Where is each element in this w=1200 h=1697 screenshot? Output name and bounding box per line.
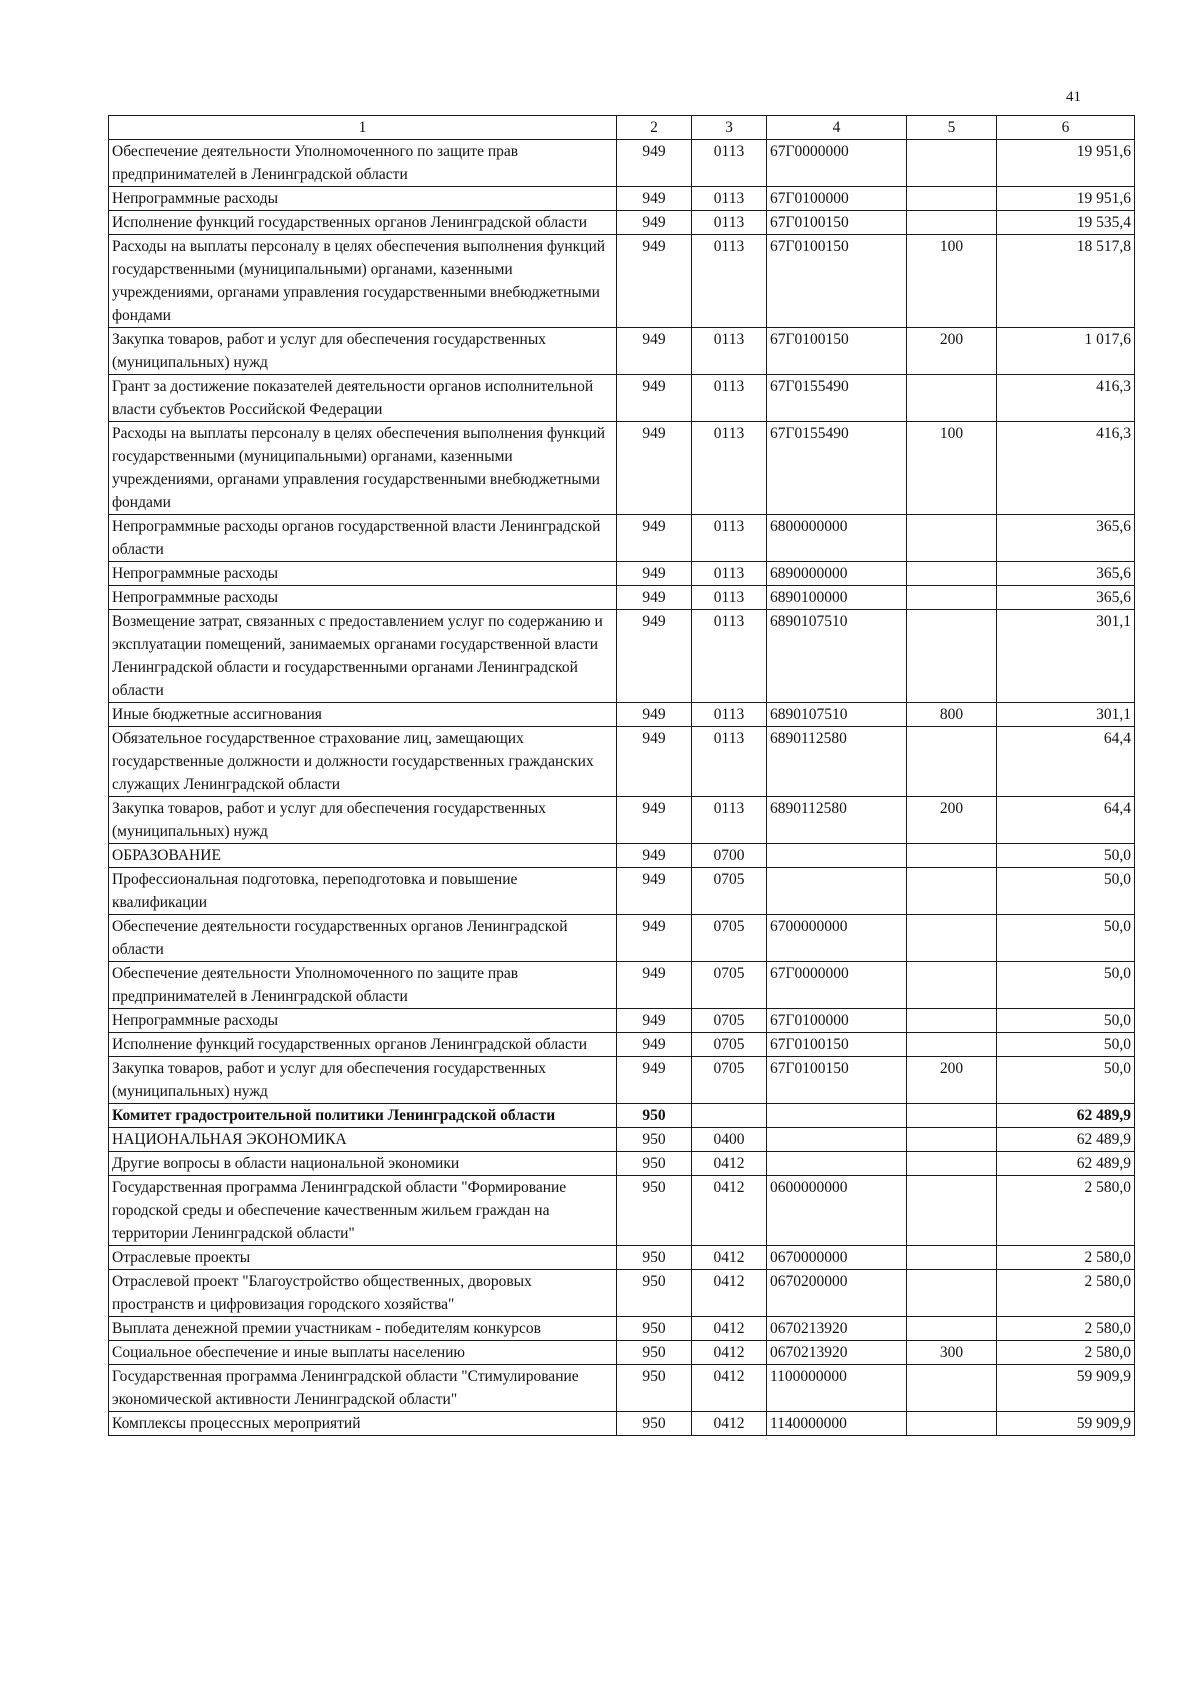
ministry-code: 950 bbox=[617, 1412, 692, 1436]
target-article-code: 0600000000 bbox=[767, 1176, 907, 1246]
table-row bbox=[109, 868, 1135, 915]
column-header: 5 bbox=[907, 116, 997, 140]
section-code: 0113 bbox=[692, 610, 767, 703]
target-article-code: 6890112580 bbox=[767, 797, 907, 844]
target-article-code: 6890107510 bbox=[767, 703, 907, 727]
amount: 2 580,0 bbox=[997, 1341, 1135, 1365]
target-article-code: 67Г0100150 bbox=[767, 235, 907, 328]
target-article-code: 0670213920 bbox=[767, 1341, 907, 1365]
amount: 18 517,8 bbox=[997, 235, 1135, 328]
expense-type-code bbox=[907, 586, 997, 610]
section-code: 0412 bbox=[692, 1270, 767, 1317]
target-article-code: 67Г0100150 bbox=[767, 1057, 907, 1104]
amount: 1 017,6 bbox=[997, 328, 1135, 375]
table-row bbox=[109, 422, 1135, 515]
item-name: Непрограммные расходы bbox=[109, 586, 617, 610]
expense-type-code: 800 bbox=[907, 703, 997, 727]
item-name: Обязательное государственное страхование лиц, замещающих государственные должности и должности государственных гражданских служащих Ленинградской области bbox=[109, 727, 617, 797]
expense-type-code bbox=[907, 1176, 997, 1246]
amount: 365,6 bbox=[997, 586, 1135, 610]
section-code: 0705 bbox=[692, 915, 767, 962]
expense-type-code bbox=[907, 1152, 997, 1176]
amount: 62 489,9 bbox=[997, 1152, 1135, 1176]
expense-type-code bbox=[907, 1365, 997, 1412]
ministry-code: 949 bbox=[617, 187, 692, 211]
amount: 416,3 bbox=[997, 375, 1135, 422]
amount: 50,0 bbox=[997, 962, 1135, 1009]
amount: 416,3 bbox=[997, 422, 1135, 515]
amount: 365,6 bbox=[997, 562, 1135, 586]
item-name: Выплата денежной премии участникам - победителям конкурсов bbox=[109, 1317, 617, 1341]
target-article-code bbox=[767, 1104, 907, 1128]
ministry-code: 949 bbox=[617, 610, 692, 703]
table-row bbox=[109, 1033, 1135, 1057]
amount: 64,4 bbox=[997, 797, 1135, 844]
item-name: Профессиональная подготовка, переподготовка и повышение квалификации bbox=[109, 868, 617, 915]
table-row bbox=[109, 1317, 1135, 1341]
table-row bbox=[109, 915, 1135, 962]
table-row bbox=[109, 1057, 1135, 1104]
amount: 2 580,0 bbox=[997, 1246, 1135, 1270]
expense-type-code bbox=[907, 211, 997, 235]
section-code: 0113 bbox=[692, 562, 767, 586]
item-name: Государственная программа Ленинградской области "Стимулирование экономической активности Ленинградской области" bbox=[109, 1365, 617, 1412]
section-code: 0113 bbox=[692, 797, 767, 844]
section-code: 0705 bbox=[692, 1033, 767, 1057]
item-name: Государственная программа Ленинградской области "Формирование городской среды и обеспечение качественным жильем граждан на территории Ленинградской области" bbox=[109, 1176, 617, 1246]
table-body bbox=[109, 140, 1135, 1436]
item-name: Непрограммные расходы bbox=[109, 562, 617, 586]
table-row bbox=[109, 1365, 1135, 1412]
item-name: Непрограммные расходы органов государственной власти Ленинградской области bbox=[109, 515, 617, 562]
section-code: 0113 bbox=[692, 187, 767, 211]
target-article-code bbox=[767, 868, 907, 915]
amount: 64,4 bbox=[997, 727, 1135, 797]
column-header: 3 bbox=[692, 116, 767, 140]
target-article-code: 67Г0100150 bbox=[767, 1033, 907, 1057]
table-row bbox=[109, 962, 1135, 1009]
column-header: 2 bbox=[617, 116, 692, 140]
target-article-code: 6800000000 bbox=[767, 515, 907, 562]
table-row bbox=[109, 797, 1135, 844]
target-article-code: 1100000000 bbox=[767, 1365, 907, 1412]
item-name: Расходы на выплаты персоналу в целях обеспечения выполнения функций государственными (муниципальными) органами, казенными учреждениями, органами управления государственными внебюджетными фондами bbox=[109, 235, 617, 328]
expense-type-code bbox=[907, 1270, 997, 1317]
ministry-code: 950 bbox=[617, 1317, 692, 1341]
target-article-code bbox=[767, 1128, 907, 1152]
item-name: Обеспечение деятельности государственных органов Ленинградской области bbox=[109, 915, 617, 962]
table-row bbox=[109, 515, 1135, 562]
item-name: Отраслевые проекты bbox=[109, 1246, 617, 1270]
item-name: Комитет градостроительной политики Ленинградской области bbox=[109, 1104, 617, 1128]
ministry-code: 949 bbox=[617, 422, 692, 515]
expense-type-code bbox=[907, 727, 997, 797]
table-row bbox=[109, 375, 1135, 422]
expense-type-code bbox=[907, 1317, 997, 1341]
expense-type-code bbox=[907, 375, 997, 422]
amount: 50,0 bbox=[997, 915, 1135, 962]
table-row bbox=[109, 1246, 1135, 1270]
ministry-code: 949 bbox=[617, 915, 692, 962]
column-header: 4 bbox=[767, 116, 907, 140]
table-row bbox=[109, 703, 1135, 727]
expense-type-code bbox=[907, 1128, 997, 1152]
expense-type-code bbox=[907, 610, 997, 703]
item-name: Непрограммные расходы bbox=[109, 187, 617, 211]
expense-type-code bbox=[907, 1246, 997, 1270]
section-code: 0705 bbox=[692, 868, 767, 915]
item-name: Возмещение затрат, связанных с предоставлением услуг по содержанию и эксплуатации помещений, занимаемых органами государственной власти Ленинградской области и государственными органами Ленинградской области bbox=[109, 610, 617, 703]
ministry-code: 949 bbox=[617, 235, 692, 328]
target-article-code bbox=[767, 1152, 907, 1176]
ministry-code: 949 bbox=[617, 515, 692, 562]
section-code: 0400 bbox=[692, 1128, 767, 1152]
section-code: 0412 bbox=[692, 1412, 767, 1436]
ministry-code: 949 bbox=[617, 1033, 692, 1057]
ministry-code: 949 bbox=[617, 328, 692, 375]
amount: 62 489,9 bbox=[997, 1128, 1135, 1152]
target-article-code: 67Г0000000 bbox=[767, 962, 907, 1009]
amount: 2 580,0 bbox=[997, 1176, 1135, 1246]
page-number: 41 bbox=[1066, 89, 1081, 105]
amount: 50,0 bbox=[997, 844, 1135, 868]
section-code: 0412 bbox=[692, 1152, 767, 1176]
expense-type-code bbox=[907, 1412, 997, 1436]
ministry-code: 950 bbox=[617, 1104, 692, 1128]
section-code: 0113 bbox=[692, 727, 767, 797]
target-article-code: 67Г0100150 bbox=[767, 211, 907, 235]
section-code: 0700 bbox=[692, 844, 767, 868]
section-code: 0705 bbox=[692, 1009, 767, 1033]
amount: 19 535,4 bbox=[997, 211, 1135, 235]
ministry-code: 949 bbox=[617, 844, 692, 868]
amount: 2 580,0 bbox=[997, 1270, 1135, 1317]
table-row bbox=[109, 1176, 1135, 1246]
header-row bbox=[109, 116, 1135, 140]
ministry-code: 949 bbox=[617, 1009, 692, 1033]
item-name: Расходы на выплаты персоналу в целях обеспечения выполнения функций государственными (муниципальными) органами, казенными учреждениями, органами управления государственными внебюджетными фондами bbox=[109, 422, 617, 515]
expense-type-code: 100 bbox=[907, 235, 997, 328]
ministry-code: 950 bbox=[617, 1246, 692, 1270]
section-code: 0412 bbox=[692, 1341, 767, 1365]
table-header bbox=[109, 116, 1135, 140]
amount: 19 951,6 bbox=[997, 140, 1135, 187]
amount: 59 909,9 bbox=[997, 1365, 1135, 1412]
ministry-code: 949 bbox=[617, 703, 692, 727]
ministry-code: 950 bbox=[617, 1270, 692, 1317]
amount: 301,1 bbox=[997, 703, 1135, 727]
expense-type-code bbox=[907, 1104, 997, 1128]
item-name: Иные бюджетные ассигнования bbox=[109, 703, 617, 727]
target-article-code: 67Г0100000 bbox=[767, 187, 907, 211]
table-row bbox=[109, 1152, 1135, 1176]
table-row bbox=[109, 727, 1135, 797]
expense-type-code bbox=[907, 844, 997, 868]
expense-type-code bbox=[907, 1009, 997, 1033]
target-article-code: 6890107510 bbox=[767, 610, 907, 703]
section-code: 0705 bbox=[692, 962, 767, 1009]
item-name: ОБРАЗОВАНИЕ bbox=[109, 844, 617, 868]
amount: 59 909,9 bbox=[997, 1412, 1135, 1436]
item-name: Обеспечение деятельности Уполномоченного по защите прав предпринимателей в Ленинградской области bbox=[109, 962, 617, 1009]
section-code: 0412 bbox=[692, 1246, 767, 1270]
ministry-code: 950 bbox=[617, 1152, 692, 1176]
expense-type-code: 200 bbox=[907, 328, 997, 375]
item-name: Грант за достижение показателей деятельности органов исполнительной власти субъектов Российской Федерации bbox=[109, 375, 617, 422]
expense-type-code: 300 bbox=[907, 1341, 997, 1365]
table-row bbox=[109, 328, 1135, 375]
amount: 2 580,0 bbox=[997, 1317, 1135, 1341]
section-code: 0113 bbox=[692, 235, 767, 328]
amount: 365,6 bbox=[997, 515, 1135, 562]
item-name: Закупка товаров, работ и услуг для обеспечения государственных (муниципальных) нужд bbox=[109, 328, 617, 375]
expense-type-code bbox=[907, 915, 997, 962]
item-name: Комплексы процессных мероприятий bbox=[109, 1412, 617, 1436]
section-code: 0113 bbox=[692, 328, 767, 375]
table-row bbox=[109, 844, 1135, 868]
table-row bbox=[109, 610, 1135, 703]
section-code: 0113 bbox=[692, 140, 767, 187]
amount: 62 489,9 bbox=[997, 1104, 1135, 1128]
table-row bbox=[109, 187, 1135, 211]
expense-type-code bbox=[907, 187, 997, 211]
table-row bbox=[109, 140, 1135, 187]
ministry-code: 949 bbox=[617, 586, 692, 610]
target-article-code: 6890000000 bbox=[767, 562, 907, 586]
section-code: 0113 bbox=[692, 586, 767, 610]
target-article-code: 1140000000 bbox=[767, 1412, 907, 1436]
table-row bbox=[109, 1270, 1135, 1317]
target-article-code: 67Г0155490 bbox=[767, 375, 907, 422]
target-article-code: 6890100000 bbox=[767, 586, 907, 610]
table-row bbox=[109, 1128, 1135, 1152]
target-article-code bbox=[767, 844, 907, 868]
target-article-code: 0670000000 bbox=[767, 1246, 907, 1270]
target-article-code: 0670213920 bbox=[767, 1317, 907, 1341]
item-name: Обеспечение деятельности Уполномоченного по защите прав предпринимателей в Ленинградской области bbox=[109, 140, 617, 187]
expense-type-code bbox=[907, 1033, 997, 1057]
section-code: 0113 bbox=[692, 515, 767, 562]
table-row bbox=[109, 586, 1135, 610]
expense-type-code: 100 bbox=[907, 422, 997, 515]
target-article-code: 6890112580 bbox=[767, 727, 907, 797]
section-code: 0113 bbox=[692, 422, 767, 515]
column-header: 6 bbox=[997, 116, 1135, 140]
table-row bbox=[109, 562, 1135, 586]
section-code: 0113 bbox=[692, 703, 767, 727]
target-article-code: 67Г0155490 bbox=[767, 422, 907, 515]
ministry-code: 949 bbox=[617, 1057, 692, 1104]
section-code: 0412 bbox=[692, 1176, 767, 1246]
item-name: Закупка товаров, работ и услуг для обеспечения государственных (муниципальных) нужд bbox=[109, 1057, 617, 1104]
target-article-code: 0670200000 bbox=[767, 1270, 907, 1317]
expense-type-code: 200 bbox=[907, 797, 997, 844]
amount: 19 951,6 bbox=[997, 187, 1135, 211]
ministry-code: 949 bbox=[617, 375, 692, 422]
expense-type-code: 200 bbox=[907, 1057, 997, 1104]
column-header: 1 bbox=[109, 116, 617, 140]
ministry-code: 949 bbox=[617, 962, 692, 1009]
ministry-code: 949 bbox=[617, 727, 692, 797]
table-row bbox=[109, 1104, 1135, 1128]
ministry-code: 950 bbox=[617, 1128, 692, 1152]
expense-type-code bbox=[907, 562, 997, 586]
target-article-code: 67Г0100150 bbox=[767, 328, 907, 375]
ministry-code: 949 bbox=[617, 211, 692, 235]
expense-type-code bbox=[907, 868, 997, 915]
table-row bbox=[109, 211, 1135, 235]
ministry-code: 950 bbox=[617, 1176, 692, 1246]
section-code: 0412 bbox=[692, 1365, 767, 1412]
table-row bbox=[109, 1009, 1135, 1033]
expense-type-code bbox=[907, 140, 997, 187]
section-code: 0412 bbox=[692, 1317, 767, 1341]
item-name: Закупка товаров, работ и услуг для обеспечения государственных (муниципальных) нужд bbox=[109, 797, 617, 844]
target-article-code: 6700000000 bbox=[767, 915, 907, 962]
amount: 50,0 bbox=[997, 1033, 1135, 1057]
item-name: НАЦИОНАЛЬНАЯ ЭКОНОМИКА bbox=[109, 1128, 617, 1152]
amount: 50,0 bbox=[997, 1009, 1135, 1033]
section-code: 0705 bbox=[692, 1057, 767, 1104]
item-name: Другие вопросы в области национальной экономики bbox=[109, 1152, 617, 1176]
ministry-code: 949 bbox=[617, 797, 692, 844]
section-code: 0113 bbox=[692, 211, 767, 235]
item-name: Непрограммные расходы bbox=[109, 1009, 617, 1033]
ministry-code: 950 bbox=[617, 1341, 692, 1365]
section-code bbox=[692, 1104, 767, 1128]
section-code: 0113 bbox=[692, 375, 767, 422]
ministry-code: 949 bbox=[617, 868, 692, 915]
ministry-code: 949 bbox=[617, 140, 692, 187]
target-article-code: 67Г0000000 bbox=[767, 140, 907, 187]
expense-type-code bbox=[907, 515, 997, 562]
budget-table bbox=[108, 115, 1135, 1436]
amount: 301,1 bbox=[997, 610, 1135, 703]
table-row bbox=[109, 1412, 1135, 1436]
table-row bbox=[109, 235, 1135, 328]
ministry-code: 949 bbox=[617, 562, 692, 586]
amount: 50,0 bbox=[997, 868, 1135, 915]
ministry-code: 950 bbox=[617, 1365, 692, 1412]
table-row bbox=[109, 1341, 1135, 1365]
amount: 50,0 bbox=[997, 1057, 1135, 1104]
expense-type-code bbox=[907, 962, 997, 1009]
item-name: Отраслевой проект "Благоустройство общественных, дворовых пространств и цифровизация городского хозяйства" bbox=[109, 1270, 617, 1317]
item-name: Исполнение функций государственных органов Ленинградской области bbox=[109, 211, 617, 235]
item-name: Исполнение функций государственных органов Ленинградской области bbox=[109, 1033, 617, 1057]
item-name: Социальное обеспечение и иные выплаты населению bbox=[109, 1341, 617, 1365]
target-article-code: 67Г0100000 bbox=[767, 1009, 907, 1033]
